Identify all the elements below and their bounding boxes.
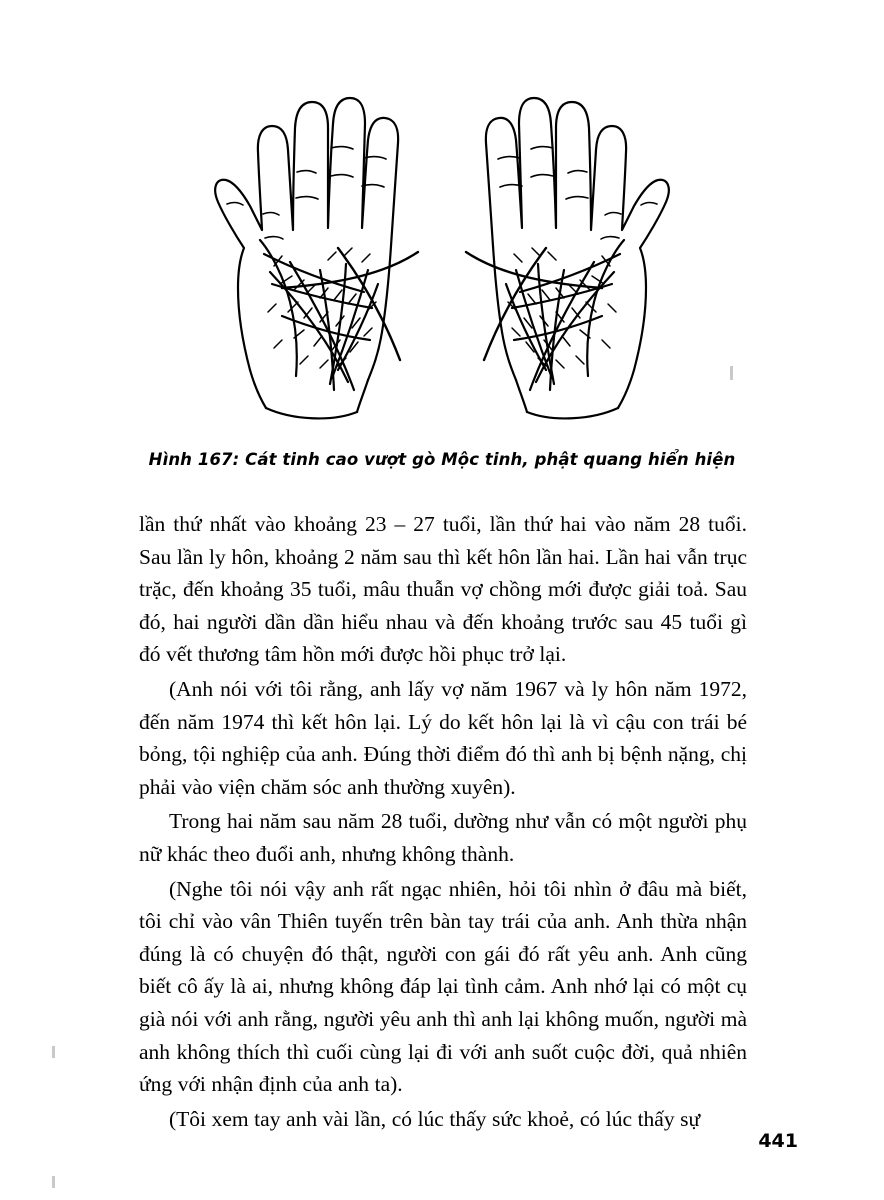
figure-two-palms <box>0 40 884 440</box>
paragraph: Trong hai năm sau năm 28 tuổi, dường như vẫn có một người phụ nữ khác theo đuổi anh, nhưng không thành. <box>139 809 747 866</box>
scan-mark <box>52 1176 55 1188</box>
figure-caption: Hình 167: Cát tinh cao vượt gò Mộc tinh, phật quang hiển hiện <box>148 450 736 469</box>
paragraph: (Nghe tôi nói vậy anh rất ngạc nhiên, hỏi tôi nhìn ở đâu mà biết, tôi chỉ vào vân Thiên tuyến trên bàn tay trái của anh. Anh thừa nhận đúng là có chuyện đó thật, người con gái đó rất yêu anh. Anh cũng biết cô ấy là ai, nhưng không đáp lại tình cảm. Anh nhớ lại có một cụ già nói với anh rằng, người yêu anh thì anh lại không muốn, người mà anh không thích thì cuối cùng lại đi với anh suốt cuộc đời, quả nhiên ứng với nhận định của anh ta). <box>139 876 747 1097</box>
scan-mark <box>52 1046 55 1058</box>
article-body <box>139 508 747 1136</box>
paragraph: (Tôi xem tay anh vài lần, có lúc thấy sức khoẻ, có lúc thấy sự <box>169 1106 701 1131</box>
scan-mark <box>730 366 733 380</box>
paragraph: lần thứ nhất vào khoảng 23 – 27 tuổi, lần thứ hai vào năm 28 tuổi. Sau lần ly hôn, khoảng 2 năm sau thì kết hôn lần hai. Lần hai vẫn trục trặc, đến khoảng 35 tuổi, mâu thuẫn vợ chồng mới được giải toả. Sau đó, hai người dần dần hiểu nhau và đến khoảng trước sau 45 tuổi gì đó vết thương tâm hồn mới được hồi phục trở lại. <box>139 512 747 667</box>
palms-line-drawing <box>132 40 752 440</box>
paragraph: (Anh nói với tôi rằng, anh lấy vợ năm 1967 và ly hôn năm 1972, đến năm 1974 thì kết hôn lại. Lý do kết hôn lại là vì cậu con trái bé bỏng, tội nghiệp của anh. Đúng thời điểm đó thì anh bị bệnh nặng, chị phải vào viện chăm sóc anh thường xuyên). <box>139 676 747 799</box>
page-number: 441 <box>758 1130 798 1152</box>
